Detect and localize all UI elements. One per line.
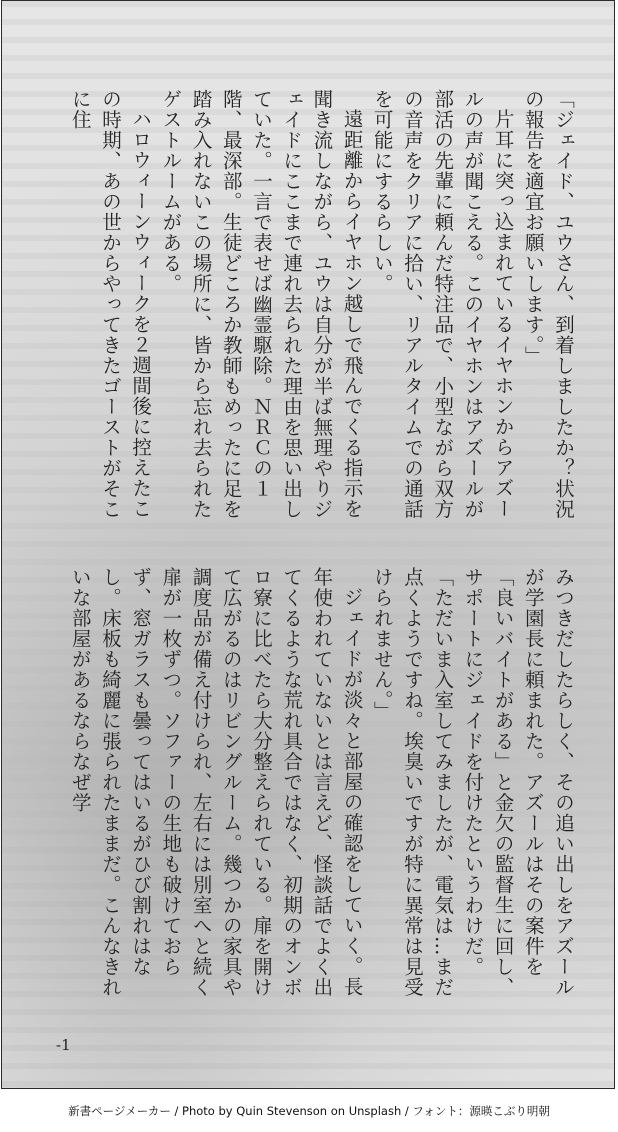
credit-line: 新書ページメーカー / Photo by Quin Stevenson on Unsplash / フォント：源暎こぶり明朝: [68, 1104, 550, 1118]
paragraph: ジェイドが淡々と部屋の確認をしていく。長年使われていないとは言えど、怪談話でよく出てくるような荒れ具合ではなく、初期のオンボロ寮に比べたら大分整えられている。扉を開けて広がるのはリビングルーム。幾つかの家具や調度品が備え付けられ、左右には別室へと続く扉が一枚ずつ。ソファーの生地も破けておらず、窓ガラスも曇ってはいるがひび割れはなし。床板も綺麗に張られたままだ。こんなきれいな部屋があるならなぜ学: [68, 567, 364, 998]
paragraph: ハロウィーンウィークを２週間後に控えたこの時期、あの世からやってきたゴーストがそこに住: [68, 89, 153, 520]
paragraph: 片耳に突っ込まれているイヤホンからアズールの声が聞こえる。このイヤホンはアズールが部活の先輩に頼んだ特注品で、小型ながら双方の音声をクリアに拾い、リアルタイムでの通話を可能にするらしい。: [370, 89, 515, 520]
paragraph: 遠距離からイヤホン越しで飛んでくる指示を聞き流しながら、ユウは自分が半ば無理やりジェイドにここまで連れ去られた理由を思い出していた。一言で表せば幽霊駆除。ＮＲＣの１階、最深部。生徒どころか教師もめったに足を踏み入れないこの場所に、皆から忘れ去られたゲストルームがある。: [159, 89, 364, 520]
paragraph: 「ただいま入室してみましたが、電気は…まだ点くようですね。埃臭いですが特に異常は見受けられません。」: [370, 567, 455, 998]
paragraph: みつきだしたらしく、その追い出しをアズールが学園長に頼まれた。アズールはその案件を「良いバイトがある」と金欠の監督生に回し、サポートにジェイドを付けたというわけだ。: [461, 567, 575, 998]
text-block-bottom: [65, 567, 578, 1007]
page-number: -1: [56, 1036, 71, 1054]
text-block-top: [65, 89, 578, 529]
paragraph: 「ジェイド、ユウさん、到着しましたか？状況の報告を適宜お願いします。」: [521, 89, 575, 520]
novel-page: [1, 0, 615, 1089]
